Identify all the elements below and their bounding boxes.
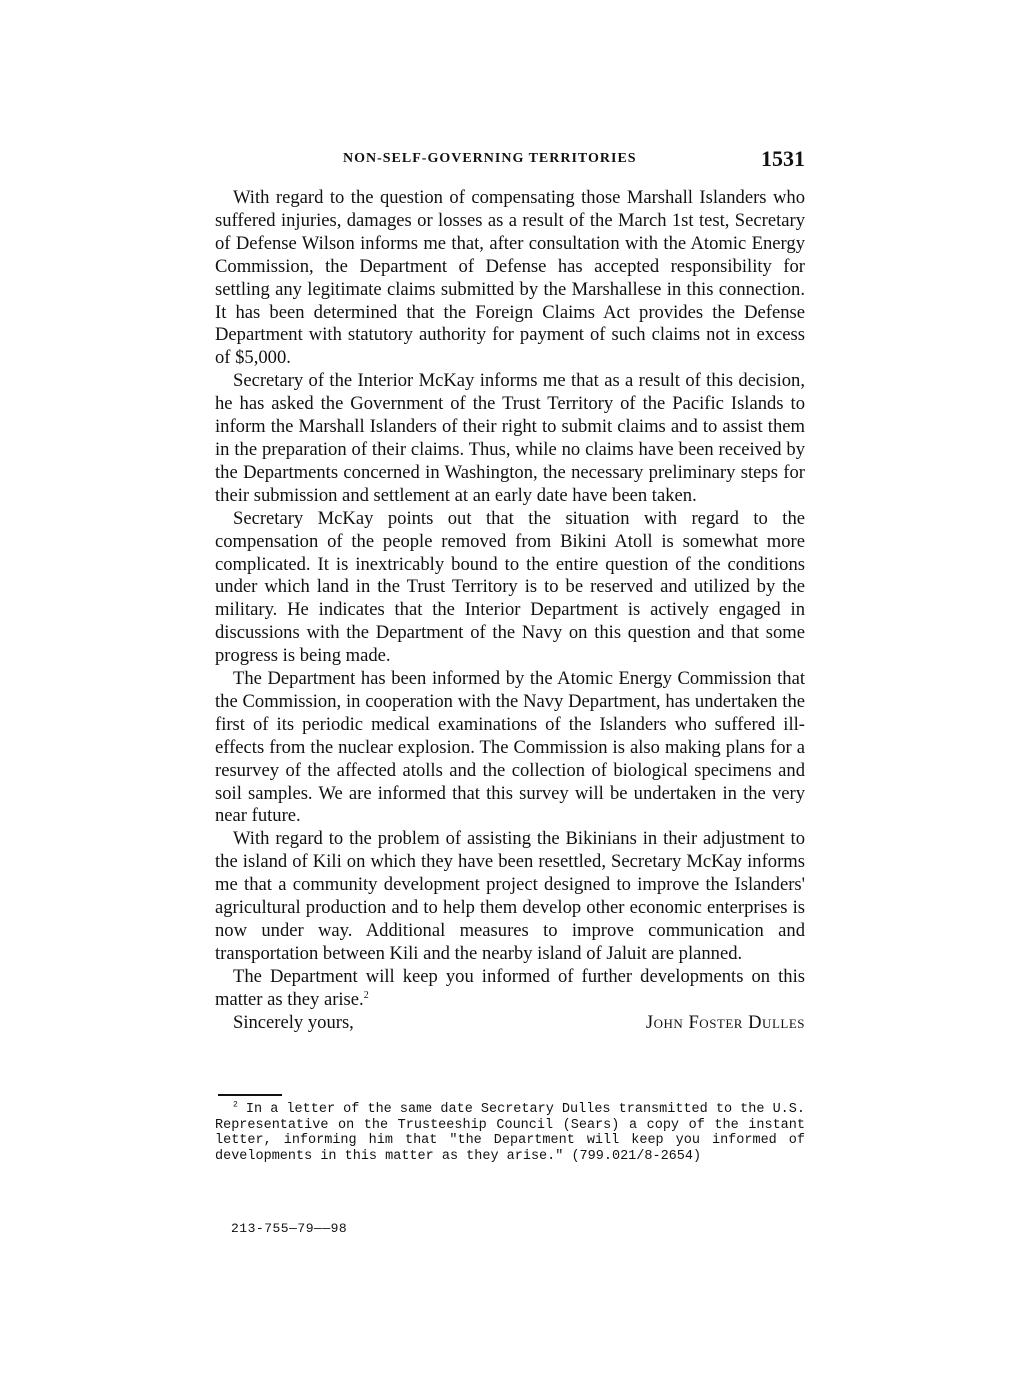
signature: John Foster Dulles bbox=[645, 1011, 805, 1033]
page-number: 1531 bbox=[761, 146, 805, 171]
running-title: NON-SELF-GOVERNING TERRITORIES bbox=[343, 151, 637, 166]
paragraph-bikini-compensation: Secretary McKay points out that the situation with regard to the compensation of the people removed from Bikini Atoll is somewhat more complicated. It is inextricably bound to the entire question of the conditions under which land in the Trust Territory is to be reserved and utilized by the military. He indicates that the Interior Department is actively engaged in discussions with the Department of the Navy on this question and that some progress is being made. bbox=[215, 507, 805, 667]
footnote-marker: 2 bbox=[233, 1100, 238, 1110]
footnote bbox=[215, 1102, 805, 1164]
closing-line bbox=[215, 1012, 805, 1036]
letter-body bbox=[215, 187, 805, 1036]
closing-note-text: The Department will keep you informed of further developments on this matter as they arise. bbox=[215, 965, 805, 1010]
print-code: 213-755—79——98 bbox=[231, 1221, 348, 1236]
footnote-reference: 2 bbox=[363, 989, 369, 1001]
paragraph-compensation-claims: With regard to the question of compensating those Marshall Islanders who suffered injuries, damages or losses as a result of the March 1st test, Secretary of Defense Wilson informs me that, after consultation with the Atomic Energy Commission, the Department of Defense has accepted responsibility for settling any legitimate claims submitted by the Marshallese in this connection. It has been determined that the Foreign Claims Act provides the Defense Department with statutory authority for payment of such claims not in excess of $5,000. bbox=[215, 187, 805, 369]
paragraph-closing-note bbox=[215, 966, 805, 1012]
paragraph-medical-examinations: The Department has been informed by the Atomic Energy Commission that the Commission, in cooperation with the Navy Department, has undertaken the first of its periodic medical examinations of the Islanders who suffered ill-effects from the nuclear explosion. The Commission is also making plans for a resurvey of the affected atolls and the collection of biological specimens and soil samples. We are informed that this survey will be undertaken in the very near future. bbox=[215, 668, 805, 827]
paragraph-interior-department: Secretary of the Interior McKay informs me that as a result of this decision, he has asked the Government of the Trust Territory of the Pacific Islands to inform the Marshall Islanders of their right to submit claims and to assist them in the preparation of their claims. Thus, while no claims have been received by the Departments concerned in Washington, the necessary preliminary steps for their submission and settlement at an early date have been taken. bbox=[215, 370, 805, 506]
footnote-divider bbox=[218, 1094, 282, 1096]
paragraph-kili-resettlement: With regard to the problem of assisting the Bikinians in their adjustment to the island of Kili on which they have been resettled, Secretary McKay informs me that a community development project designed to improve the Islanders' agricultural production and to help them develop other economic enterprises is now under way. Additional measures to improve communication and transportation between Kili and the nearby island of Jaluit are planned. bbox=[215, 828, 805, 964]
running-header bbox=[215, 146, 805, 176]
footnote-text: In a letter of the same date Secretary Dulles transmitted to the U.S. Representative on the Trusteeship Council (Sears) a copy of the instant letter, informing him that "the Department will keep you informed of developments in this matter as they arise." (799.021/8-2654) bbox=[215, 1102, 805, 1164]
salutation: Sincerely yours, bbox=[233, 1011, 354, 1033]
